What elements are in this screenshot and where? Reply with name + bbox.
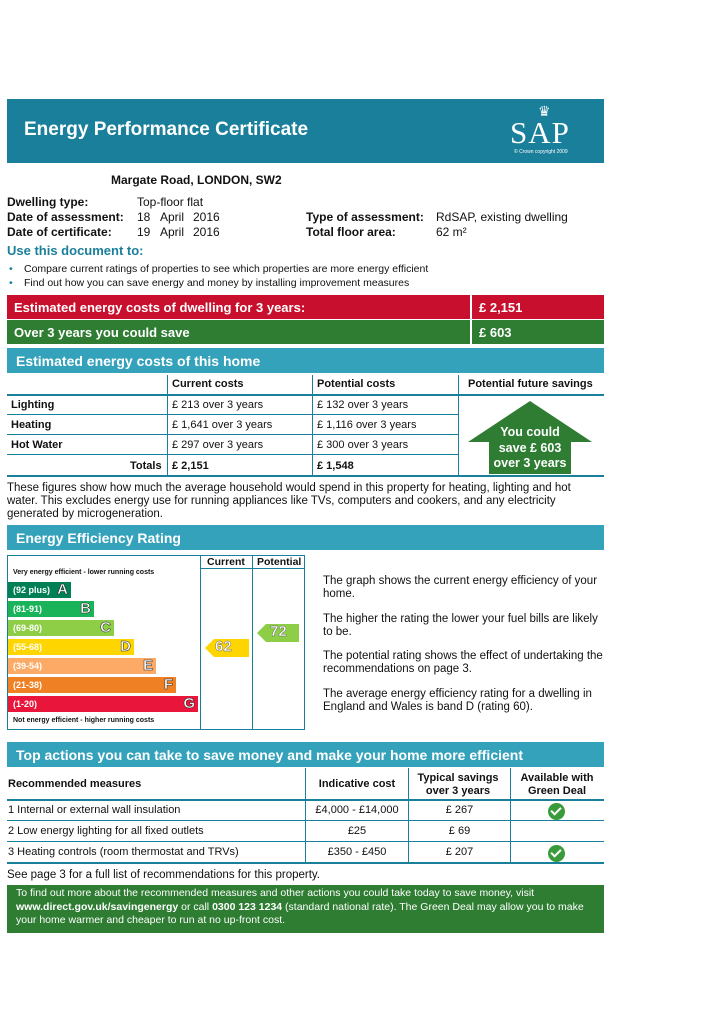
rating-band-range: (39-54) xyxy=(13,661,43,671)
measure-1: 1 Internal or external wall insulation xyxy=(8,804,181,816)
floor-area-value: 62 m² xyxy=(436,225,467,239)
rating-band-letter: F xyxy=(163,676,173,693)
divider xyxy=(200,555,201,730)
rating-band-letter: D xyxy=(120,638,131,655)
measure-3: 3 Heating controls (room thermostat and TRVs) xyxy=(8,846,239,858)
use-document-heading: Use this document to: xyxy=(7,243,144,258)
rating-band-letter: E xyxy=(142,657,153,674)
arrow-line-1: You could xyxy=(500,425,560,439)
floor-area-label: Total floor area: xyxy=(306,225,396,239)
efficiency-section-header xyxy=(7,525,604,550)
efficiency-para-2: The higher the rating the lower your fuel bills are likely to be. xyxy=(323,613,598,638)
estimated-cost-label: Estimated energy costs of dwelling for 3 years: xyxy=(14,300,306,315)
efficiency-para-3: The potential rating shows the effect of undertaking the recommendations on page 3. xyxy=(323,650,603,675)
rating-band-b xyxy=(8,601,94,617)
dwelling-type-value: Top-floor flat xyxy=(137,195,204,209)
arrow-text xyxy=(470,425,590,472)
assessment-day: 18 xyxy=(137,210,151,224)
heating-current: £ 1,641 over 3 years xyxy=(172,419,273,431)
hot-water-current: £ 297 over 3 years xyxy=(172,439,264,451)
lighting-potential: £ 132 over 3 years xyxy=(317,399,409,411)
col-green-deal: Available with Green Deal xyxy=(520,772,594,797)
divider xyxy=(7,394,604,396)
rating-band-d xyxy=(8,639,134,655)
sap-logo xyxy=(510,103,600,159)
col-potential-rating: Potential xyxy=(257,556,302,568)
estimated-cost-value-box xyxy=(472,295,604,319)
footer-rest: (standard national rate). The Green Deal may allow you to make your home warmer and cheaper to run at no up-front cost. xyxy=(16,900,584,926)
measure-2-saving: £ 69 xyxy=(448,825,471,837)
property-address: Margate Road, LONDON, SW2 xyxy=(111,173,282,187)
certificate-day: 19 xyxy=(137,225,151,239)
row-label-hot-water: Hot Water xyxy=(11,439,63,451)
costs-section-title: Estimated energy costs of this home xyxy=(16,353,261,369)
col-typical-savings: Typical savings over 3 years xyxy=(417,772,499,797)
see-page-note: See page 3 for a full list of recommendations for this property. xyxy=(7,869,320,881)
divider xyxy=(510,768,511,863)
rating-band-range: (21-38) xyxy=(13,680,43,690)
totals-label: Totals xyxy=(130,460,162,472)
measure-1-saving: £ 267 xyxy=(445,804,474,816)
savings-bar xyxy=(7,320,470,344)
measure-2-cost: £25 xyxy=(347,825,367,837)
divider xyxy=(7,434,458,435)
rating-band-letter: B xyxy=(80,600,91,617)
rating-band-f xyxy=(8,677,176,693)
savings-label: Over 3 years you could save xyxy=(14,325,190,340)
col-recommended-measures: Recommended measures xyxy=(8,778,142,790)
col-current-rating: Current xyxy=(207,556,245,568)
lighting-current: £ 213 over 3 years xyxy=(172,399,264,411)
assessment-date-label: Date of assessment: xyxy=(7,210,124,224)
measure-2: 2 Low energy lighting for all fixed outlets xyxy=(8,825,204,837)
use-bullet-2: • Find out how you can save energy and money by installing improvement measures xyxy=(24,277,409,289)
estimated-cost-bar xyxy=(7,295,470,319)
rating-band-range: (55-68) xyxy=(13,642,43,652)
bottom-efficiency-label: Not energy efficient - higher running costs xyxy=(13,717,155,724)
divider xyxy=(7,414,458,415)
page-title: Energy Performance Certificate xyxy=(24,119,309,140)
certificate-date-label: Date of certificate: xyxy=(7,225,112,239)
green-deal-check-icon xyxy=(548,803,565,820)
rating-band-c xyxy=(8,620,114,636)
rating-band-g xyxy=(8,696,198,712)
rating-band-letter: A xyxy=(57,581,68,598)
savings-value: £ 603 xyxy=(479,325,512,340)
total-potential: £ 1,548 xyxy=(317,460,354,472)
divider xyxy=(167,375,168,475)
divider xyxy=(458,375,459,475)
footer-intro: To find out more about the recommended measures and other actions you could take today to save money, visit xyxy=(16,887,535,899)
row-label-heating: Heating xyxy=(11,419,52,431)
actions-section-header xyxy=(7,742,604,767)
footer-mid: or call xyxy=(178,900,213,913)
header-banner xyxy=(7,99,604,163)
current-rating-value: 62 xyxy=(215,638,232,655)
savings-value-box xyxy=(472,320,604,344)
footer-phone: 0300 123 1234 xyxy=(212,900,283,913)
assessment-year: 2016 xyxy=(193,210,220,224)
potential-rating-value: 72 xyxy=(270,623,287,640)
costs-section-header xyxy=(7,348,604,373)
divider xyxy=(7,454,458,455)
measure-1-cost: £4,000 - £14,000 xyxy=(315,804,399,816)
rating-band-range: (92 plus) xyxy=(13,585,51,595)
divider xyxy=(252,555,253,730)
actions-section-title: Top actions you can take to save money and make your home more efficient xyxy=(16,747,523,763)
green-deal-check-icon xyxy=(548,845,565,862)
assessment-type-label: Type of assessment: xyxy=(306,210,424,224)
certificate-year: 2016 xyxy=(193,225,220,239)
assessment-type-value: RdSAP, existing dwelling xyxy=(436,210,568,224)
efficiency-section-title: Energy Efficiency Rating xyxy=(16,530,181,546)
col-current-costs: Current costs xyxy=(172,378,244,390)
use-bullet-1: • Compare current ratings of properties to see which properties are more energy efficient xyxy=(24,263,428,275)
crown-icon: ♛ xyxy=(538,103,551,119)
divider xyxy=(7,475,604,477)
divider xyxy=(200,568,305,569)
col-future-savings: Potential future savings xyxy=(468,378,593,390)
rating-band-a xyxy=(8,582,71,598)
divider xyxy=(312,375,313,475)
rating-band-e xyxy=(8,658,156,674)
top-efficiency-label: Very energy efficient - lower running costs xyxy=(13,569,155,576)
logo-copyright: © Crown copyright 2009 xyxy=(514,149,568,155)
certificate-month: April xyxy=(160,225,185,239)
rating-band-range: (1-20) xyxy=(13,699,38,709)
assessment-month: April xyxy=(160,210,185,224)
dwelling-type-label: Dwelling type: xyxy=(7,195,89,209)
costs-note: These figures show how much the average household would spend in this property for heating, lighting and hot water. This excludes energy use for running appliances like TVs, computers and cookers, and any electricity generated by microgeneration. xyxy=(7,482,571,520)
arrow-line-2: save £ 603 xyxy=(498,440,562,455)
hot-water-potential: £ 300 over 3 years xyxy=(317,439,409,451)
estimated-cost-value: £ 2,151 xyxy=(479,300,523,315)
col-indicative-cost: Indicative cost xyxy=(318,778,396,790)
rating-band-range: (69-80) xyxy=(13,623,43,633)
row-label-lighting: Lighting xyxy=(11,399,55,411)
heating-potential: £ 1,116 over 3 years xyxy=(317,419,417,431)
efficiency-para-1: The graph shows the current energy efficiency of your home. xyxy=(323,575,598,600)
total-current: £ 2,151 xyxy=(172,460,209,472)
rating-band-letter: C xyxy=(100,619,111,636)
efficiency-para-4: The average energy efficiency rating for a dwelling in England and Wales is band D (rating 60). xyxy=(323,688,592,713)
rating-band-letter: G xyxy=(183,695,195,712)
col-potential-costs: Potential costs xyxy=(317,378,396,390)
footer-url[interactable]: www.direct.gov.uk/savingenergy xyxy=(16,900,179,913)
measure-3-saving: £ 207 xyxy=(445,846,474,858)
rating-band-range: (81-91) xyxy=(13,604,43,614)
sap-logo-text: SAP xyxy=(510,115,570,150)
measure-3-cost: £350 - £450 xyxy=(327,846,387,858)
footer-banner xyxy=(7,885,604,933)
arrow-line-3: over 3 years xyxy=(493,456,567,470)
